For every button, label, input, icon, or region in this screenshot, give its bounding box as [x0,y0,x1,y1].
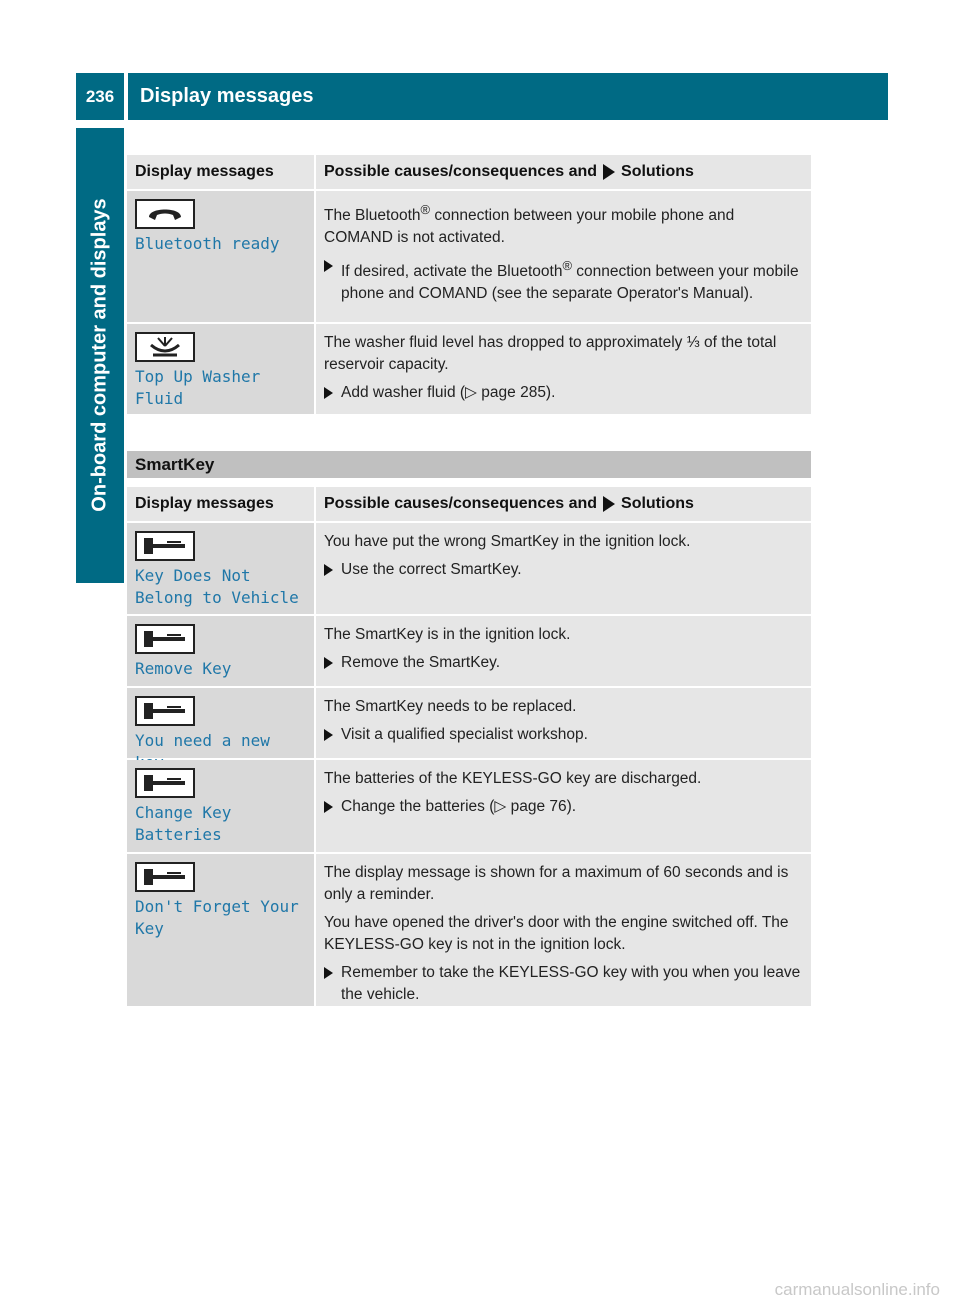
col-causes-label: Possible causes/consequences and [324,495,598,512]
display-message-text: Remove Key [135,659,232,678]
cause-text: You have opened the driver's door with the engine switched off. The KEYLESS-GO key is not in the ignition lock. [324,914,789,953]
smartkey-icon [135,768,195,798]
watermark: carmanualsonline.info [774,1280,940,1299]
solution-cell [316,760,811,852]
arrow-icon [603,496,615,512]
col-solutions-label: Solutions [621,495,694,512]
table-row [127,324,811,416]
page-number: 236 [76,73,124,120]
arrow-icon [603,164,615,180]
display-message-text: Top Up Washer Fluid [135,367,261,408]
solution-cell [316,324,811,414]
side-tab-label: On-board computer and displays [88,198,111,512]
col-display-messages: Display messages [127,155,314,189]
message-cell [127,688,314,758]
cause-text: The washer fluid level has dropped to approximately ⅓ of the total reservoir capacity. [324,334,777,373]
page-title: Display messages [128,73,888,120]
table-row [127,191,811,324]
step-arrow-icon [324,564,333,576]
solution-step: Add washer fluid (▷ page 285). [324,382,803,404]
display-message-text: Key Does Not Belong to Vehicle [135,566,299,607]
step-arrow-icon [324,801,333,813]
solution-cell [316,854,811,1006]
message-cell [127,616,314,686]
col-causes-solutions [316,487,811,521]
display-message-text: You need a new [135,731,270,750]
table-header [127,155,811,191]
solution-cell [316,523,811,614]
cause-text: The SmartKey is in the ignition lock. [324,626,571,643]
display-message-text: Bluetooth ready [135,234,280,253]
display-messages-table-2 [127,487,811,1008]
table-row [127,616,811,688]
col-causes-label: Possible causes/consequences and [324,163,598,180]
message-cell [127,523,314,614]
display-messages-table-1 [127,155,811,416]
washer-fluid-icon [135,332,195,362]
solution-cell [316,616,811,686]
smartkey-icon [135,531,195,561]
smartkey-icon [135,624,195,654]
table-row [127,760,811,854]
step-arrow-icon [324,657,333,669]
message-cell [127,324,314,414]
message-cell [127,854,314,1006]
display-message-text: Don't Forget Your Key [135,897,299,938]
display-message-text: Change Key Batteries [135,803,232,844]
solution-step: Change the batteries (▷ page 76). [324,796,803,818]
cause-text: The Bluetooth® connection between your mobile phone and COMAND is not activated. [324,202,735,247]
table-row [127,523,811,616]
message-cell [127,191,314,322]
message-cell [127,760,314,852]
phone-hangup-icon [135,199,195,229]
solution-step: Remember to take the KEYLESS-GO key with you when you leave the vehicle. [324,962,803,1006]
solution-step: Visit a qualified specialist workshop. [324,724,803,746]
solution-step: If desired, activate the Bluetooth® connection between your mobile phone and COMAND (see the separate Operator's Manual). [324,255,803,305]
smartkey-icon [135,862,195,892]
solution-cell [316,191,811,322]
col-display-messages: Display messages [127,487,314,521]
col-solutions-label: Solutions [621,163,694,180]
solution-step: Remove the SmartKey. [324,652,803,674]
solution-step: Use the correct SmartKey. [324,559,803,581]
cause-text: The SmartKey needs to be replaced. [324,698,577,715]
table-row [127,854,811,1008]
cause-text: You have put the wrong SmartKey in the ignition lock. [324,533,691,550]
cause-text: The display message is shown for a maximum of 60 seconds and is only a reminder. [324,864,789,903]
solution-cell [316,688,811,758]
step-arrow-icon [324,967,333,979]
col-causes-solutions [316,155,811,189]
step-arrow-icon [324,260,333,272]
step-arrow-icon [324,729,333,741]
table-row [127,688,811,760]
smartkey-icon [135,696,195,726]
cause-text: The batteries of the KEYLESS-GO key are discharged. [324,770,702,787]
step-arrow-icon [324,387,333,399]
section-title: SmartKey [127,451,811,478]
table-header [127,487,811,523]
